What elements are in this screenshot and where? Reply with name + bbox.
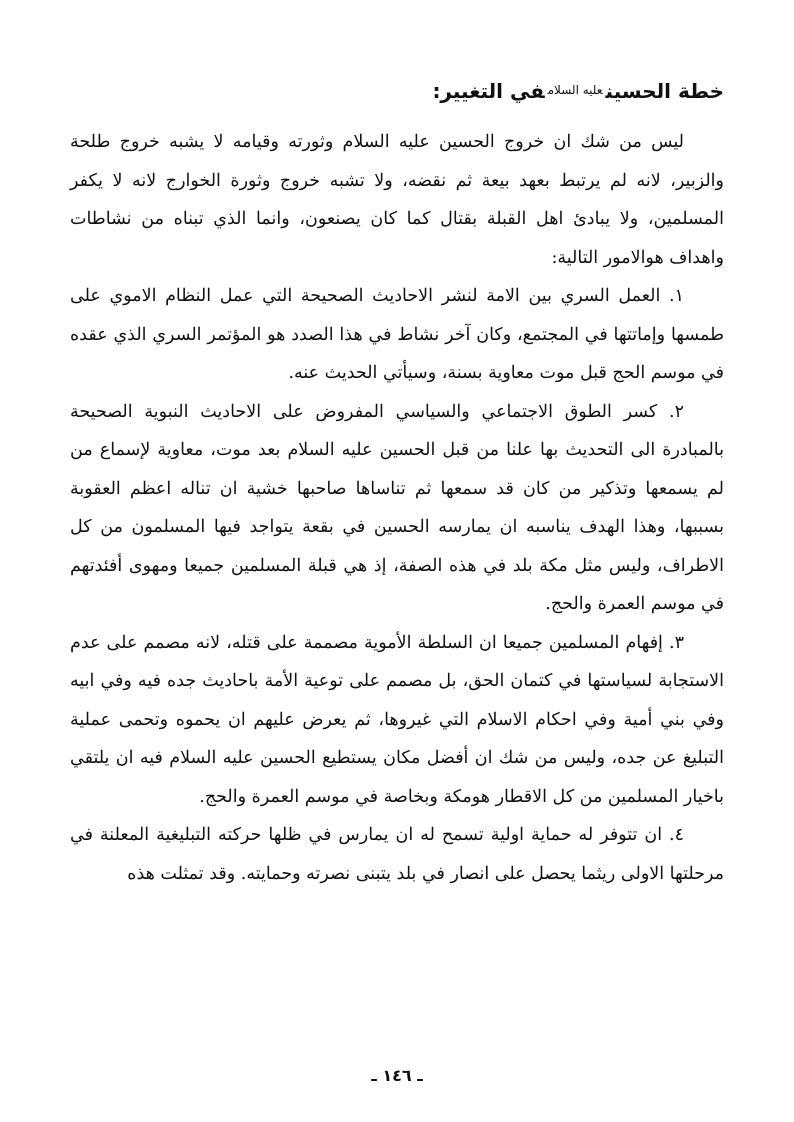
page-content <box>70 72 724 893</box>
section-heading <box>70 72 724 109</box>
paragraph-item-1: ١. العمل السري بين الامة لنشر الاحاديث الصحيحة التي عمل النظام الاموي على طمسها وإماتتها في المجتمع، وكان آخر نشاط في هذا الصدد هو المؤتمر السري الذي عقده في موسم الحج قبل موت معاوية بسنة، وسيأتي الحديث عنه. <box>70 286 724 383</box>
paragraph-intro: ليس من شك ان خروج الحسين عليه السلام وثورته وقيامه لا يشبه خروج طلحة والزبير، لانه لم يرتبط بعهد بيعة ثم نقضه، ولا تشبه خروج وثورة الخوارج لانه لا يكفر المسلمين، ولا يبادئ اهل القبلة بقتال كما كان يصنعون، وانما الذي تبناه من نشاطات واهداف هوالامور التالية: <box>70 132 724 268</box>
heading-title-start: خطة الحسين <box>605 79 724 103</box>
heading-title-end: في التغيير: <box>432 79 545 103</box>
honorific-mark: عليه السلام <box>547 83 603 97</box>
paragraph-item-3: ٣. إفهام المسلمين جميعا ان السلطة الأموية مصممة على قتله، لانه مصمم على عدم الاستجابة لسياستها في كتمان الحق، بل مصمم على توعية الأمة باحاديث جده فيه وفي ابيه وفي بني أمية وفي احكام الاسلام التي غيروها، ثم يعرض عليهم ان يحموه وتحمى عملية التبليغ عن جده، وليس من شك ان أفضل مكان يستطيع الحسين عليه السلام فيه ان يلتقي باخيار المسلمين من كل الاقطار هومكة وبخاصة في موسم العمرة والحج. <box>70 632 724 807</box>
page-number: ـ ١٤٦ ـ <box>371 1066 423 1085</box>
paragraph-item-4: ٤. ان تتوفر له حماية اولية تسمح له ان يمارس في ظلها حركته التبليغية المعلنة في مرحلتها الاولى ريثما يحصل على انصار في بلد يتبنى نصرته وحمايته. وقد تمثلت هذه <box>70 825 724 884</box>
paragraph-item-2: ٢. كسر الطوق الاجتماعي والسياسي المفروض على الاحاديث النبوية الصحيحة بالمبادرة الى التحديث بها علنا من قبل الحسين عليه السلام بعد موت، معاوية لإسماع من لم يسمعها وتذكير من كان قد سمعها ثم تناساها صاحبها خشية ان تناله اعظم العقوبة بسببها، وهذا الهدف يناسبه ان يمارسه الحسين في بقعة يتواجد فيها المسلمون من كل الاطراف، وليس مثل مكة بلد في هذه الصفة، إذ هي قبلة المسلمين جميعا ومهوى أفئدتهم في موسم العمرة والحج. <box>70 401 724 614</box>
